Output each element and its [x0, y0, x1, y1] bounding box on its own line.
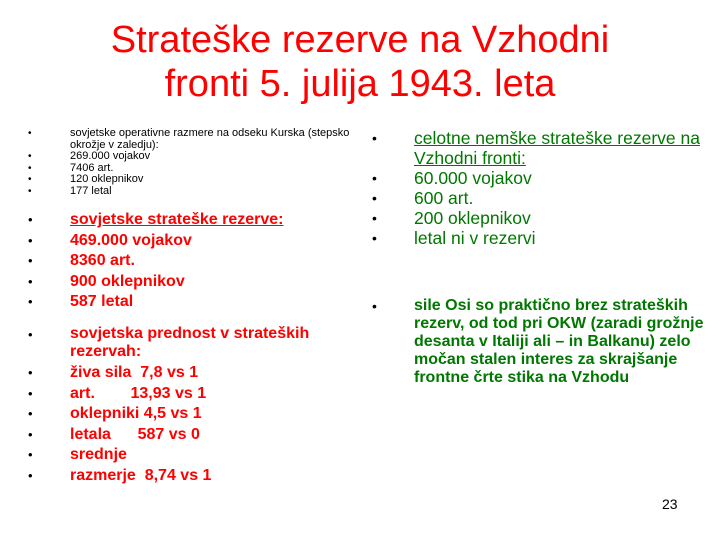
operational-situation-list — [28, 128, 358, 197]
axis-reserves-list — [372, 297, 712, 387]
bullet-icon: • — [28, 273, 33, 289]
list-item: • letala 587 vs 0 — [28, 425, 358, 446]
list-item: • 269.000 vojakov — [28, 150, 151, 162]
bullet-icon: • — [28, 326, 33, 342]
bullet-icon: • — [28, 426, 33, 442]
list-item: • sile Osi so praktično brez strateških rezerv, od tod pri OKW (zaradi grožnje desanta v Italiji ali – in Balkanu) zelo močan stalen interes za skrajšanje frontne črte stika na Vzhodu — [372, 297, 704, 386]
german-reserves-list — [372, 128, 712, 248]
list-item: • 200 oklepnikov — [372, 208, 531, 228]
list-item: • oklepniki 4,5 vs 1 — [28, 404, 358, 425]
list-item: • 7406 art. — [28, 161, 114, 174]
list-item: • 600 art. — [372, 188, 474, 208]
slide-title — [40, 18, 680, 106]
bullet-icon: • — [28, 185, 32, 197]
list-item: • 120 oklepnikov — [28, 173, 144, 185]
list-item: • art. 13,93 vs 1 — [28, 384, 358, 405]
bullet-icon: • — [28, 151, 32, 162]
list-item: • srednje — [28, 445, 358, 466]
list-item: • 177 letal — [28, 184, 112, 197]
bullet-icon: • — [28, 447, 33, 462]
bullet-icon: • — [28, 162, 32, 174]
bullet-icon: • — [28, 365, 33, 380]
soviet-reserves-heading: sovjetske strateške rezerve: — [70, 211, 284, 228]
list-item: • 60.000 vojakov — [372, 168, 532, 188]
list-item — [372, 128, 712, 168]
page-number: 23 — [662, 496, 678, 512]
bullet-icon: • — [28, 406, 33, 421]
list-item: • 469.000 vojakov — [28, 231, 358, 252]
german-reserves-heading: celotne nemške strateške rezerve na Vzhodni fronti: — [414, 128, 700, 168]
title-line-2: fronti 5. julija 1943. leta — [164, 63, 556, 105]
title-line-1: Strateške rezerve na Vzhodni — [110, 19, 610, 61]
bullet-icon: • — [28, 128, 32, 139]
bullet-icon: • — [372, 298, 377, 314]
list-item: • živa sila 7,8 vs 1 — [28, 363, 358, 384]
soviet-advantage-list — [28, 325, 358, 487]
bullet-icon: • — [372, 170, 377, 186]
bullet-icon: • — [372, 190, 377, 206]
list-item: • letal ni v rezervi — [372, 228, 536, 248]
list-item: • 8360 art. — [28, 251, 358, 272]
right-column — [372, 128, 712, 387]
soviet-reserves-list — [28, 210, 358, 313]
bullet-icon: • — [372, 210, 377, 226]
list-item: • 587 letal — [28, 292, 358, 313]
bullet-icon: • — [28, 467, 33, 483]
list-item: • sovjetska prednost v strateških rezervah: — [28, 324, 310, 360]
list-item — [28, 210, 358, 231]
bullet-icon: • — [28, 212, 33, 227]
bullet-icon: • — [372, 230, 377, 246]
bullet-icon: • — [28, 174, 32, 185]
left-column — [28, 128, 358, 486]
bullet-icon: • — [28, 385, 33, 401]
bullet-icon: • — [28, 253, 33, 268]
bullet-icon: • — [372, 130, 377, 146]
list-item: • sovjetske operativne razmere na odseku Kurska (stepsko okrožje v zaledju): — [28, 127, 350, 151]
bullet-icon: • — [28, 232, 33, 248]
list-item: • razmerje 8,74 vs 1 — [28, 466, 358, 487]
bullet-icon: • — [28, 294, 33, 309]
list-item: • 900 oklepnikov — [28, 272, 358, 293]
